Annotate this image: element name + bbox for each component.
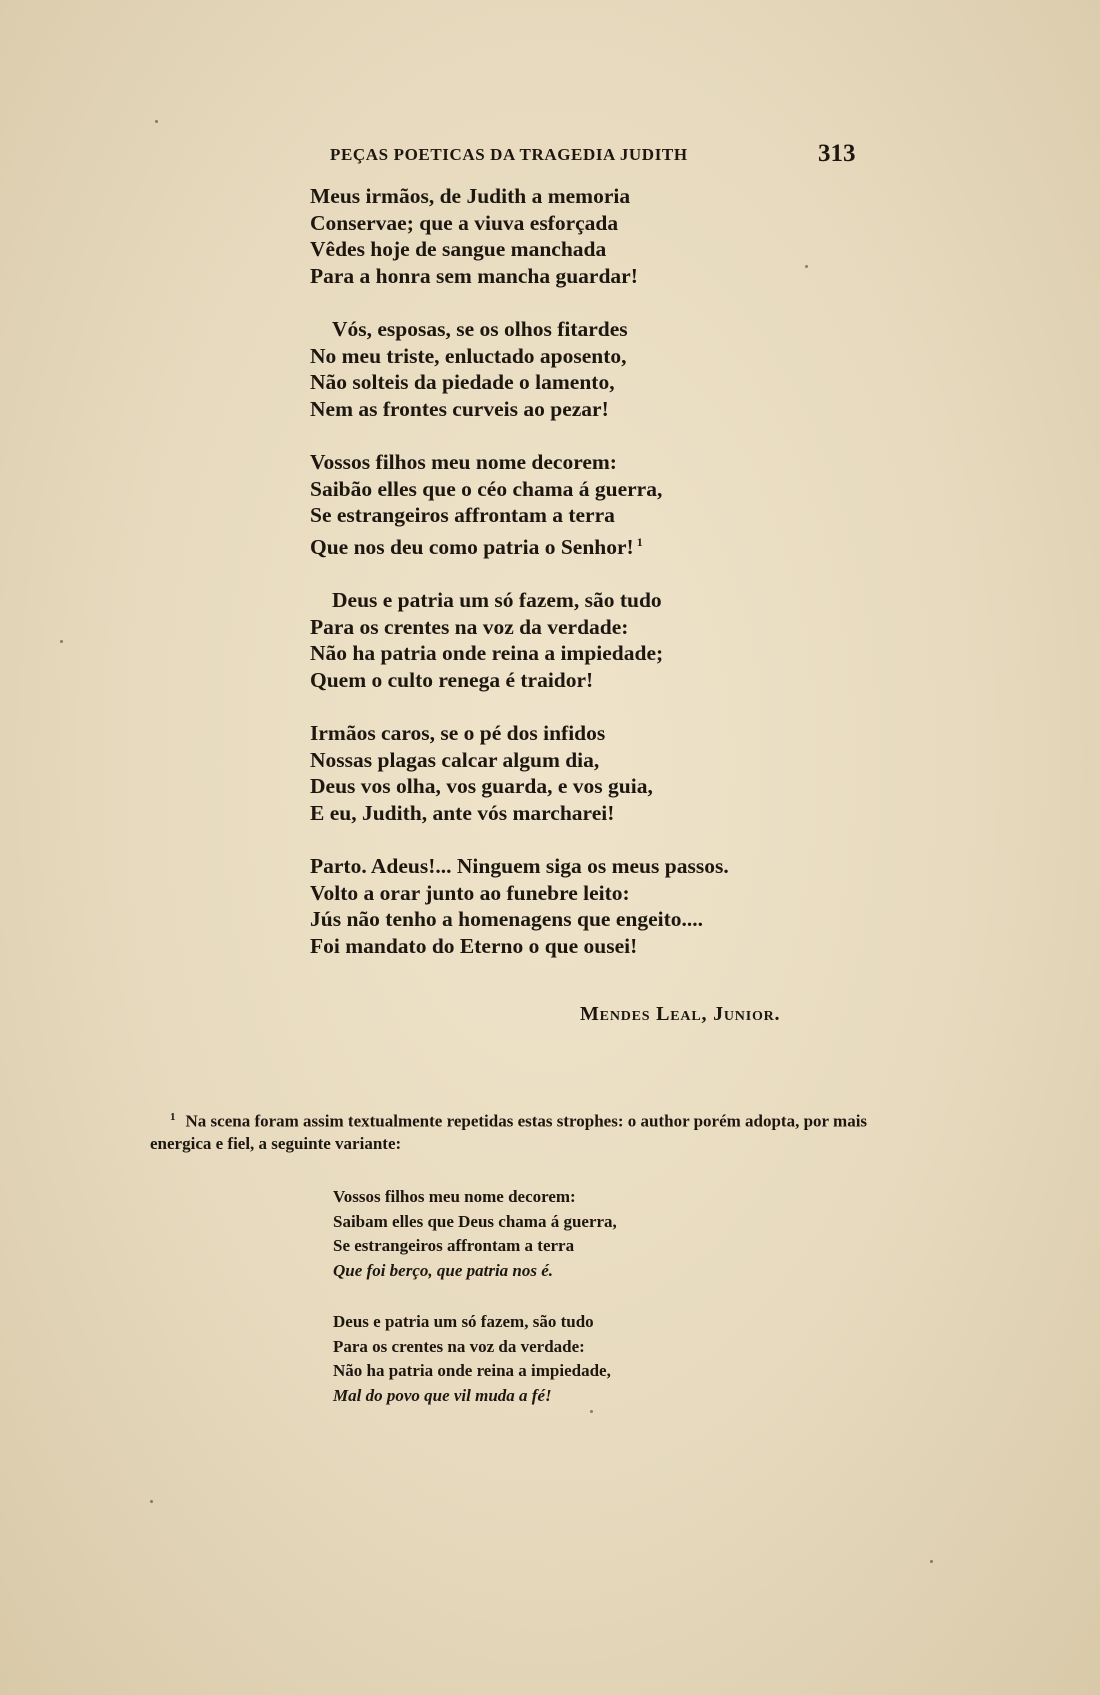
- footnote-reference: 1: [636, 534, 643, 549]
- footnote-text: Na scena foram assim textualmente repetidas estas strophes: o author porém adopta, por mais energica e fiel, a seguinte variante:: [150, 1111, 868, 1153]
- stanza-1: [310, 183, 790, 289]
- poem-line: Deus e patria um só fazem, são tudo: [332, 588, 662, 613]
- variant-line: Saibam elles que Deus chama á guerra,: [333, 1211, 617, 1231]
- paper-speck: [155, 120, 158, 123]
- poem-line: Volto a orar junto ao funebre leito:: [310, 880, 630, 905]
- poem-line: Não solteis da piedade o lamento,: [310, 370, 615, 394]
- variant-line: Para os crentes na voz da verdade:: [333, 1336, 585, 1356]
- paper-speck: [590, 1410, 593, 1413]
- variant-stanza-1: [333, 1185, 753, 1283]
- variant-line: Vossos filhos meu nome decorem:: [333, 1187, 576, 1206]
- variant-italic-line: Mal do povo que vil muda a fé!: [333, 1385, 552, 1405]
- footnote-marker: 1: [170, 1111, 176, 1123]
- paper-speck: [930, 1560, 933, 1563]
- poem-line: Meus irmãos, de Judith a memoria: [310, 184, 631, 208]
- stanza-2: [310, 316, 790, 422]
- poem-line: Vossos filhos meu nome decorem:: [310, 450, 617, 474]
- paper-speck: [805, 265, 808, 268]
- footnote: [150, 1106, 870, 1155]
- poem-line: Não ha patria onde reina a impiedade;: [310, 641, 664, 666]
- poem-line: Irmãos caros, se o pé dos infidos: [310, 721, 606, 746]
- poem-line: Deus vos olha, vos guarda, e vos guia,: [310, 774, 653, 799]
- poem-line: Saibão elles que o céo chama á guerra,: [310, 476, 663, 501]
- poem-line: Vós, esposas, se os olhos fitardes: [332, 317, 628, 341]
- poem-line: E eu, Judith, ante vós marcharei!: [310, 800, 615, 825]
- poem-line-text: Que nos deu como patria o Senhor!: [310, 534, 634, 559]
- poem-line: Quem o culto renega é traidor!: [310, 667, 594, 692]
- page-number: 313: [818, 140, 856, 167]
- poem-line: Jús não tenho a homenagens que engeito....: [310, 907, 704, 932]
- variant-stanza-2: [333, 1310, 753, 1408]
- stanza-4: [310, 587, 790, 693]
- poem-line: Para os crentes na voz da verdade:: [310, 614, 629, 639]
- stanza-6: [310, 853, 790, 959]
- running-head: PEÇAS POETICAS DA TRAGEDIA JUDITH: [330, 145, 688, 164]
- poem-line: Foi mandato do Eterno o que ousei!: [310, 933, 638, 958]
- poem-line: Nossas plagas calcar algum dia,: [310, 747, 600, 772]
- variant-line: Se estrangeiros affrontam a terra: [333, 1236, 575, 1255]
- poem-line: Conservae; que a viuva esforçada: [310, 210, 619, 235]
- variant-line: Deus e patria um só fazem, são tudo: [333, 1312, 594, 1331]
- author-signature: Mendes Leal, Junior.: [580, 1003, 781, 1025]
- poem: [310, 183, 790, 986]
- paper-speck: [60, 640, 63, 643]
- poem-line: Parto. Adeus!... Ninguem siga os meus passos.: [310, 854, 729, 879]
- poem-line: Para a honra sem mancha guardar!: [310, 263, 638, 288]
- poem-line: Vêdes hoje de sangue manchada: [310, 237, 607, 261]
- variant-line: Não ha patria onde reina a impiedade,: [333, 1361, 611, 1380]
- poem-line: No meu triste, enluctado aposento,: [310, 343, 627, 368]
- variant-verses: [333, 1185, 753, 1435]
- poem-line-with-footnote: [310, 529, 790, 561]
- paper-speck: [150, 1500, 153, 1503]
- poem-line: Se estrangeiros affrontam a terra: [310, 503, 615, 527]
- poem-line: Nem as frontes curveis ao pezar!: [310, 396, 609, 421]
- stanza-5: [310, 720, 790, 826]
- stanza-3: [310, 449, 790, 560]
- variant-italic-line: Que foi berço, que patria nos é.: [333, 1260, 554, 1280]
